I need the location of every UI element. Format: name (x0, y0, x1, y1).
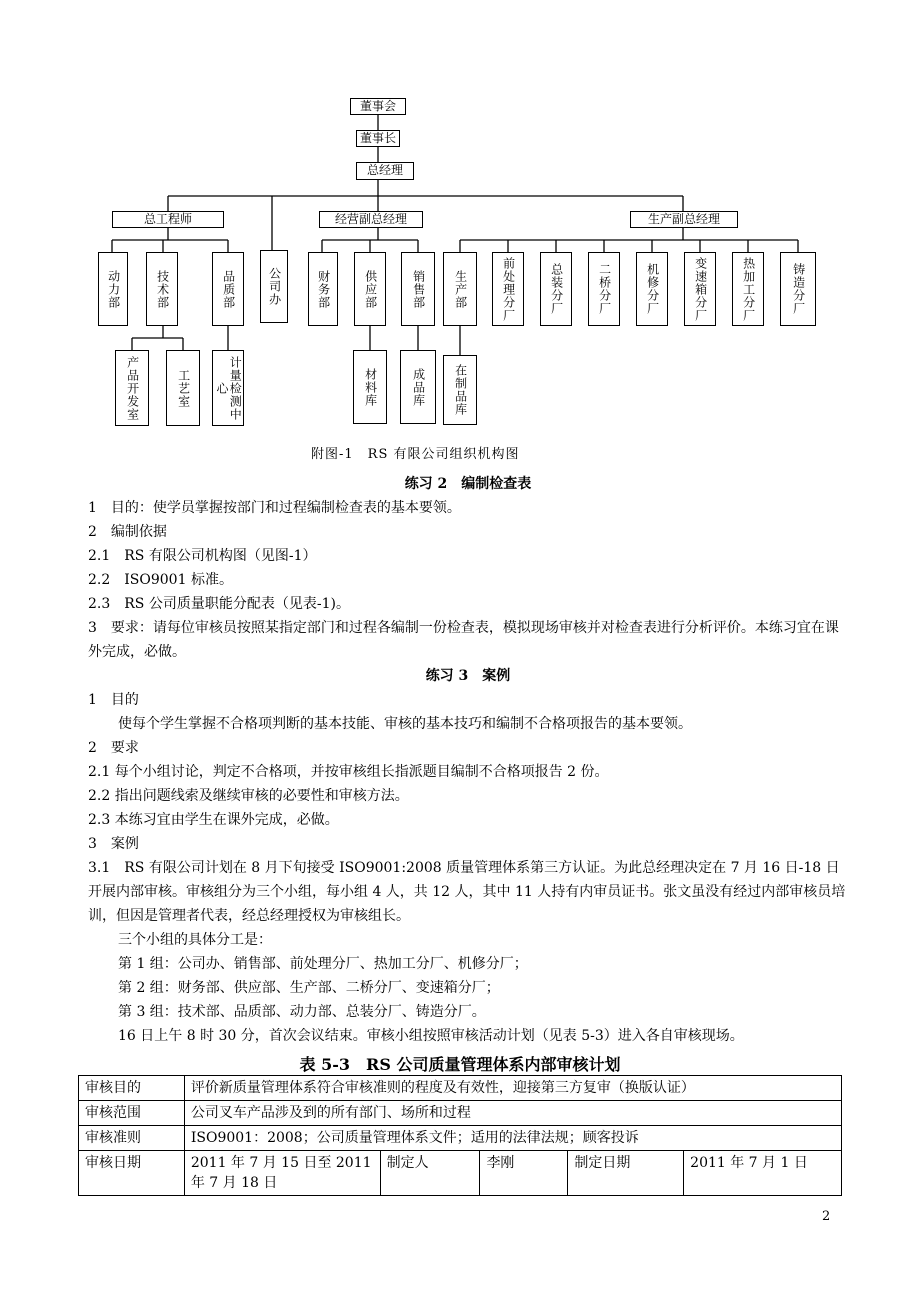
org-label: 计量检测中心 (215, 355, 243, 421)
org-label: 技术部 (155, 269, 170, 309)
org-label: 董事会 (359, 98, 396, 113)
paragraph: 1 目的 (88, 692, 139, 708)
org-box-gearbox-plant (684, 252, 716, 326)
paragraph: 1 目的：使学员掌握按部门和过程编制检查表的基本要领。 (88, 500, 461, 516)
org-box-production-vp (630, 211, 738, 228)
table-cell: 李刚 (480, 1151, 568, 1196)
paragraph: 16 日上午 8 时 30 分，首次会议结束。审核小组按照审核活动计划（见表 5-3）进入各自审核现场。 (118, 1028, 744, 1044)
org-box-power-dept (98, 252, 128, 326)
org-label: 铸造分厂 (791, 263, 806, 315)
org-label: 供应部 (363, 269, 378, 309)
org-label: 动力部 (106, 269, 121, 309)
org-label: 工艺室 (176, 368, 191, 408)
paragraph: 第 1 组：公司办、销售部、前处理分厂、热加工分厂、机修分厂； (118, 956, 528, 972)
org-label: 产品开发室 (125, 355, 140, 421)
audit-plan-table (78, 1075, 842, 1196)
org-label: 品质部 (221, 269, 236, 309)
paragraph: 2.1 RS 有限公司机构图（见图-1） (88, 548, 317, 564)
table-cell: 审核准则 (79, 1126, 185, 1151)
page-number: 2 (822, 1209, 831, 1224)
org-box-quality-dept (212, 252, 244, 326)
table-row (79, 1151, 842, 1196)
table-row (79, 1101, 842, 1126)
table-row (79, 1126, 842, 1151)
org-box-casting-plant (780, 252, 816, 326)
table-cell: ISO9001：2008；公司质量管理体系文件；适用的法律法规；顾客投诉 (184, 1126, 841, 1151)
org-label: 前处理分厂 (501, 256, 516, 322)
org-label: 总工程师 (143, 211, 192, 226)
table-cell: 制定日期 (568, 1151, 684, 1196)
org-box-wip-store (443, 355, 477, 425)
org-box-business-vp (319, 211, 423, 228)
org-box-heat-processing-plant (732, 252, 764, 326)
org-box-sales-dept (401, 252, 435, 326)
table-cell: 审核日期 (79, 1151, 185, 1196)
org-box-finance-dept (308, 252, 338, 326)
org-label: 总经理 (366, 163, 403, 178)
paragraph: 3 要求：请每位审核员按照某指定部门和过程各编制一份检查表，模拟现场审核并对检查表进行分析评价。本练习宜在课外完成，必做。 (88, 620, 839, 660)
org-label: 生产部 (453, 269, 468, 309)
org-box-company-office (260, 250, 288, 323)
org-box-metrology-center (212, 350, 244, 426)
org-box-material-store (353, 350, 387, 424)
org-box-chief-engineer (112, 211, 224, 228)
exercise-3-title: 练习 3 案例 (425, 668, 511, 684)
org-label: 财务部 (316, 269, 331, 309)
org-label: 变速箱分厂 (693, 256, 708, 322)
org-label: 二桥分厂 (597, 263, 612, 315)
table-cell: 评价新质量管理体系符合审核准则的程度及有效性，迎接第三方复审（换版认证） (184, 1076, 841, 1101)
org-label: 机修分厂 (645, 263, 660, 315)
org-box-assembly-plant (540, 252, 572, 326)
paragraph: 使每个学生掌握不合格项判断的基本技能、审核的基本技巧和编制不合格项报告的基本要领。 (118, 716, 692, 732)
org-label: 公司办 (267, 267, 282, 306)
table-cell: 2011 年 7 月 1 日 (684, 1151, 842, 1196)
exercise-2-title: 练习 2 编制检查表 (404, 476, 532, 492)
table-row (79, 1076, 842, 1101)
org-box-supply-dept (354, 252, 386, 326)
table-title: 表 5-3 RS 公司质量管理体系内部审核计划 (299, 1055, 621, 1074)
org-box-production-dept (443, 252, 477, 326)
org-box-chairman (356, 130, 400, 147)
paragraph: 2.1 每个小组讨论，判定不合格项，并按审核组长指派题目编制不合格项报告 2 份。 (88, 764, 609, 780)
paragraph: 2.2 指出问题线索及继续审核的必要性和审核方法。 (88, 788, 409, 804)
document-body (88, 472, 848, 1048)
table-cell: 审核范围 (79, 1101, 185, 1126)
paragraph: 2.3 本练习宜由学生在课外完成，必做。 (88, 812, 339, 828)
table-cell: 制定人 (380, 1151, 480, 1196)
org-label: 经营副总经理 (334, 211, 407, 226)
paragraph: 2.2 ISO9001 标准。 (88, 572, 233, 588)
paragraph: 2 要求 (88, 740, 139, 756)
org-label: 董事长 (359, 130, 396, 145)
org-box-board (350, 98, 406, 115)
org-label: 生产副总经理 (647, 211, 720, 226)
org-label: 销售部 (411, 269, 426, 309)
org-box-second-axle-plant (588, 252, 620, 326)
org-box-pretreatment-plant (492, 252, 524, 326)
org-box-product-dev-room (115, 350, 149, 426)
org-label: 总装分厂 (549, 263, 564, 315)
paragraph: 三个小组的具体分工是： (118, 932, 272, 948)
org-label: 成品库 (411, 367, 426, 407)
org-label: 材料库 (363, 367, 378, 407)
table-cell: 审核目的 (79, 1076, 185, 1101)
paragraph: 第 2 组：财务部、供应部、生产部、二桥分厂、变速箱分厂； (118, 980, 500, 996)
org-chart (0, 0, 920, 470)
org-label: 热加工分厂 (741, 256, 756, 322)
paragraph: 3 案例 (88, 836, 139, 852)
org-box-finished-goods-store (400, 350, 436, 424)
paragraph: 3.1 RS 有限公司计划在 8 月下旬接受 ISO9001:2008 质量管理体系第三方认证。为此总经理决定在 7 月 16 日-18 日开展内部审核。审核组分为三个小组，每小组 4 人，共 12 人，其中 11 人持有内审员证书。张文虽没有经过内部审核员培训，但因是管理者代表，经总经理授权为审核组长。 (88, 860, 846, 924)
org-label: 在制品库 (453, 364, 468, 416)
figure-caption: 附图-1 RS 有限公司组织机构图 (311, 447, 520, 462)
paragraph: 2 编制依据 (88, 524, 167, 540)
org-box-tech-dept (146, 252, 178, 326)
org-box-process-room (166, 350, 200, 426)
paragraph: 第 3 组：技术部、品质部、动力部、总装分厂、铸造分厂。 (118, 1004, 486, 1020)
org-box-repair-plant (636, 252, 668, 326)
paragraph: 2.3 RS 公司质量职能分配表（见表-1)。 (88, 596, 350, 612)
table-cell: 公司叉车产品涉及到的所有部门、场所和过程 (184, 1101, 841, 1126)
table-cell: 2011 年 7 月 15 日至 2011 年 7 月 18 日 (184, 1151, 380, 1196)
org-box-general-manager (356, 162, 414, 180)
